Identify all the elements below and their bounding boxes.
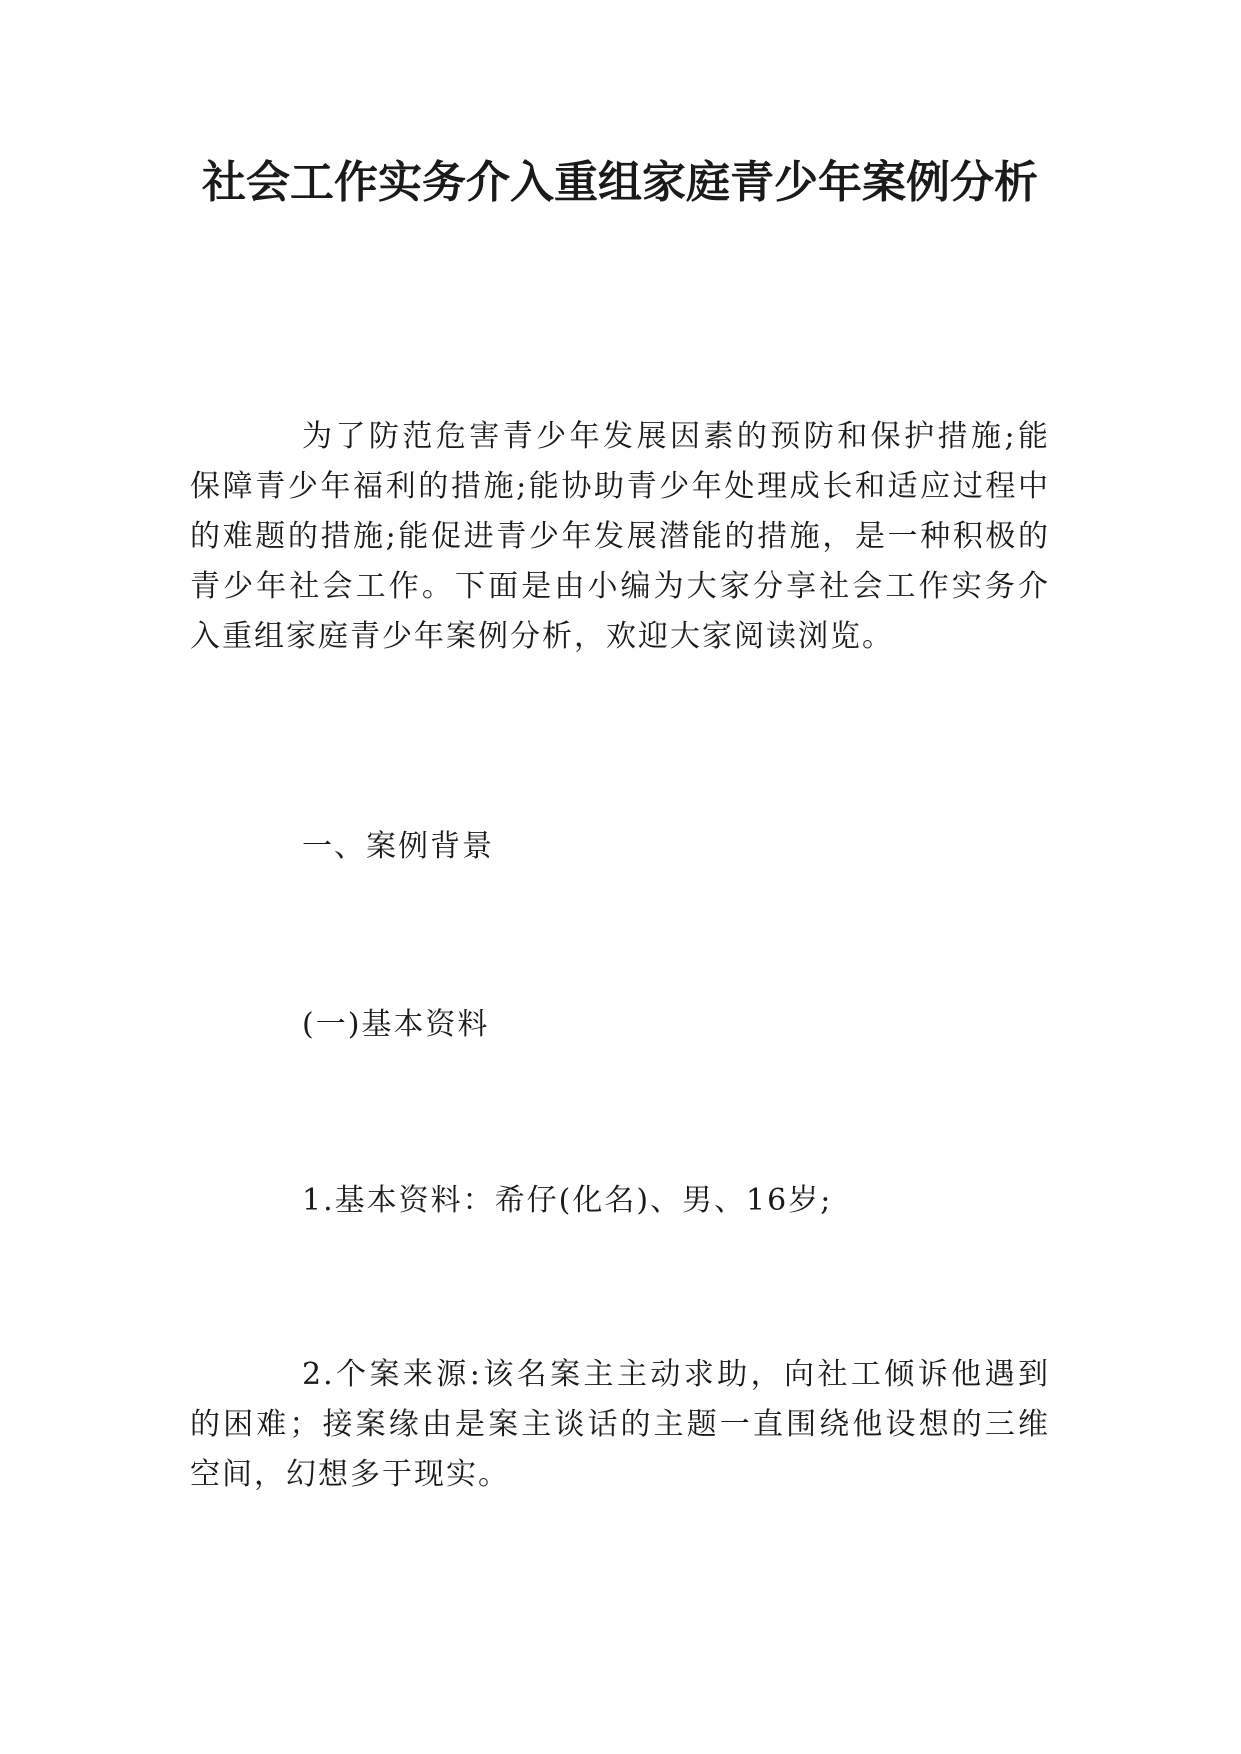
intro-paragraph: 为了防范危害青少年发展因素的预防和保护措施;能保障青少年福利的措施;能协助青少年处理成长和适应过程中的难题的措施;能促进青少年发展潜能的措施，是一种积极的青少年社会工作。下面是由小编为大家分享社会工作实务介入重组家庭青少年案例分析，欢迎大家阅读浏览。 [190,419,1050,654]
subsection-heading: (一)基本资料 [302,1007,490,1042]
basic-info-item: 1.基本资料：希仔(化名)、男、16岁; [302,1183,833,1218]
section-heading: 一、案例背景 [302,829,494,864]
document-title: 社会工作实务介入重组家庭青少年案例分析 [202,157,1038,208]
case-source-item: 2.个案来源:该名案主主动求助，向社工倾诉他遇到的困难；接案缘由是案主谈话的主题一直围绕他设想的三维空间，幻想多于现实。 [190,1357,1050,1492]
